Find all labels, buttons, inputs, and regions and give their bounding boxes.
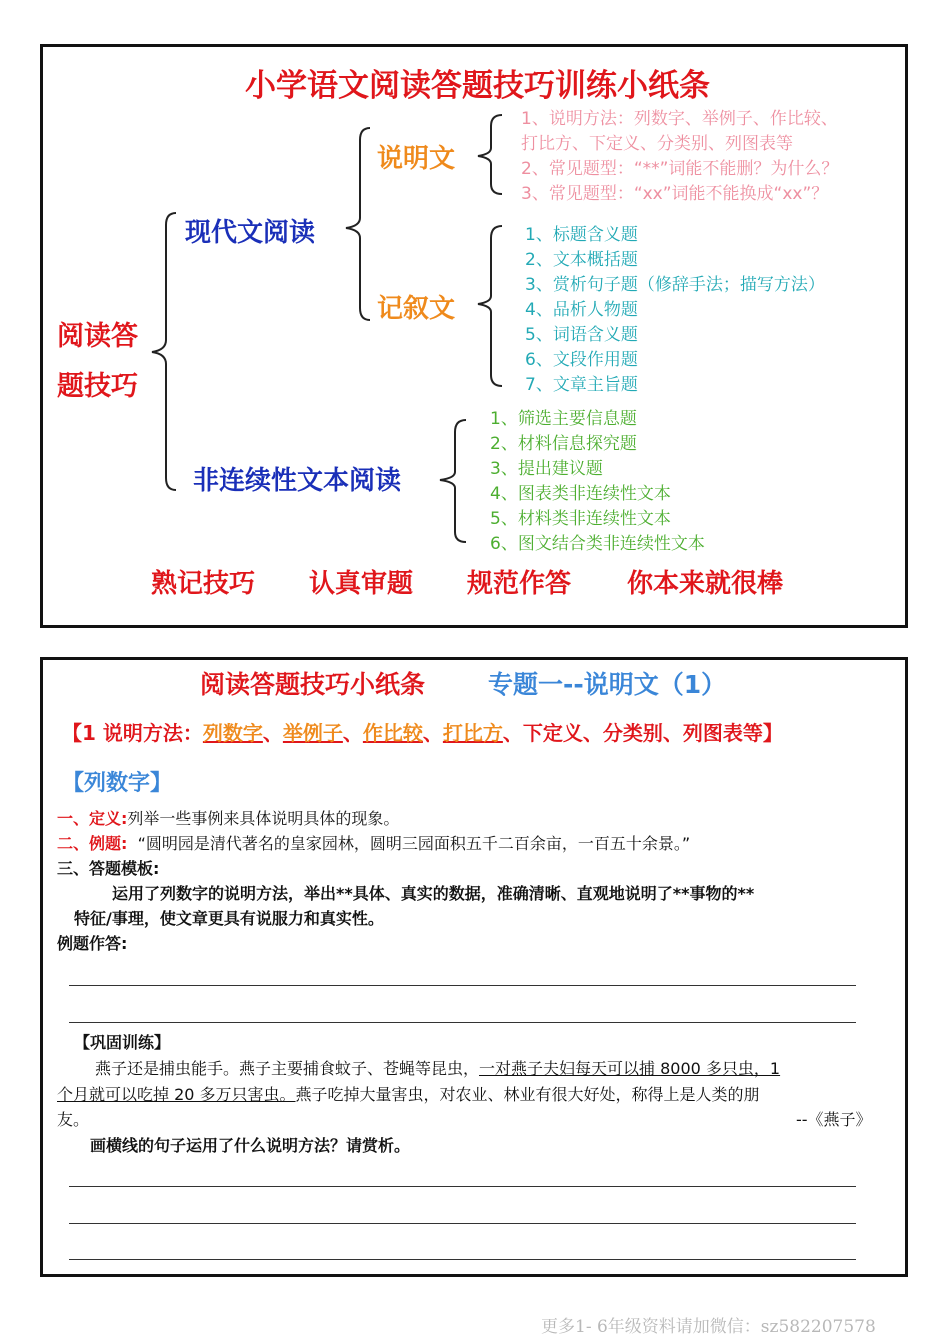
list-item: 5、词语含义题 (525, 325, 638, 345)
motto-4: 你本来就很棒 (627, 569, 784, 599)
list-item: 6、图文结合类非连续性文本 (490, 534, 705, 554)
passage-text: 燕子吃掉大量害虫，对农业、林业有很大好处，称得上是人类的朋 (295, 1085, 760, 1104)
method-comparison: 作比较 (362, 721, 423, 745)
answer-line[interactable] (69, 1022, 856, 1023)
passage-line1 (95, 1056, 780, 1079)
narrative-brace (478, 226, 502, 386)
watermark: 更多1- 6年级资料请加微信：sz582207578 (541, 1317, 876, 1337)
list-item: 3、赏析句子题（修辞手法；描写方法） (525, 275, 825, 295)
definition-text: 列举一些事例来具体说明具体的现象。 (127, 809, 400, 828)
sheet1-title: 小学语文阅读答题技巧训练小纸条 (245, 68, 710, 104)
list-item: 2、文本概括题 (525, 250, 638, 270)
worksheet-panel (40, 657, 908, 1277)
motto-2: 认真审题 (309, 569, 414, 599)
passage-line2 (57, 1082, 760, 1105)
list-item: 1、标题含义题 (525, 225, 638, 245)
separator: 、 (342, 721, 363, 745)
list-item: 7、文章主旨题 (525, 375, 638, 395)
template-line2: 特征/事理，使文章更具有说服力和真实性。 (74, 909, 384, 928)
noncontinuous-label: 非连续性文本阅读 (193, 466, 402, 496)
passage-text: 燕子还是捕虫能手。燕子主要捕食蚊子、苍蝇等昆虫， (95, 1059, 480, 1078)
methods-line (62, 717, 783, 746)
list-item: 5、材料类非连续性文本 (490, 509, 671, 529)
sheet2-title: 阅读答题技巧小纸条 (200, 670, 426, 699)
list-item: 4、品析人物题 (525, 300, 638, 320)
methods-rest: 、下定义、分类别、列图表等】 (502, 721, 783, 745)
list-item: 3、提出建议题 (490, 459, 603, 479)
root-label-line1: 阅读答 (57, 321, 138, 352)
noncontinuous-brace (440, 420, 466, 542)
expository-list (521, 107, 838, 207)
example-label: 二、例题: (57, 834, 128, 853)
list-item: 2、常见题型：“**”词能不能删？为什么？ (521, 159, 839, 179)
list-item: 1、说明方法：列数字、举例子、作比较、 (521, 109, 838, 129)
list-item: 2、材料信息探究题 (490, 434, 637, 454)
definition-row (57, 806, 399, 829)
method-analogy: 打比方 (442, 721, 503, 745)
separator: 、 (422, 721, 443, 745)
example-text: “圆明园是清代著名的皇家园林，圆明三园面积五千二百余亩，一百五十余景。” (137, 834, 691, 853)
definition-label: 一、定义: (57, 809, 128, 828)
root-label-line2: 题技巧 (57, 371, 138, 402)
answer-line[interactable] (69, 1223, 856, 1224)
list-item: 6、文段作用题 (525, 350, 638, 370)
example-row (57, 831, 690, 854)
sheet2-subtitle: 专题一--说明文（1） (488, 670, 727, 699)
practice-question: 画横线的句子运用了什么说明方法？请赏析。 (90, 1136, 411, 1155)
passage-line3: 友。 (57, 1110, 90, 1129)
practice-label: 【巩固训练】 (74, 1033, 171, 1052)
motto-3: 规范作答 (467, 569, 572, 599)
separator: 、 (262, 721, 283, 745)
motto-1: 熟记技巧 (151, 569, 256, 599)
answer-label: 例题作答: (57, 934, 128, 953)
modern-brace (346, 128, 370, 320)
template-line1: 运用了列数字的说明方法，举出**具体、真实的数据，准确清晰、直观地说明了**事物的** (112, 884, 755, 903)
answer-line[interactable] (69, 1259, 856, 1260)
expository-brace (478, 115, 502, 194)
method-list-numbers: 列数字 (202, 721, 263, 745)
template-label: 三、答题模板: (57, 859, 160, 878)
list-item: 3、常见题型：“xx”词能不能换成“xx”？ (521, 184, 829, 204)
root-brace (152, 213, 176, 490)
underlined-sentence: 个月就可以吃掉 20 多万只害虫。 (57, 1085, 296, 1104)
methods-prefix: 【1 说明方法： (62, 721, 203, 745)
list-item: 4、图表类非连续性文本 (490, 484, 671, 504)
underlined-sentence: 一对燕子夫妇每天可以捕 8000 多只虫，1 (479, 1059, 781, 1078)
passage-source: --《燕子》 (796, 1110, 872, 1129)
list-item: 打比方、下定义、分类别、列图表等 (521, 134, 793, 154)
narrative-label: 记叙文 (377, 294, 456, 324)
list-item: 1、筛选主要信息题 (490, 409, 637, 429)
answer-line[interactable] (69, 1186, 856, 1187)
method-examples: 举例子 (282, 721, 343, 745)
answer-line[interactable] (69, 985, 856, 986)
section-heading: 【列数字】 (62, 771, 173, 796)
noncontinuous-list (490, 407, 705, 557)
modern-reading-label: 现代文阅读 (185, 218, 316, 248)
expository-label: 说明文 (377, 144, 456, 174)
narrative-list (525, 223, 825, 398)
